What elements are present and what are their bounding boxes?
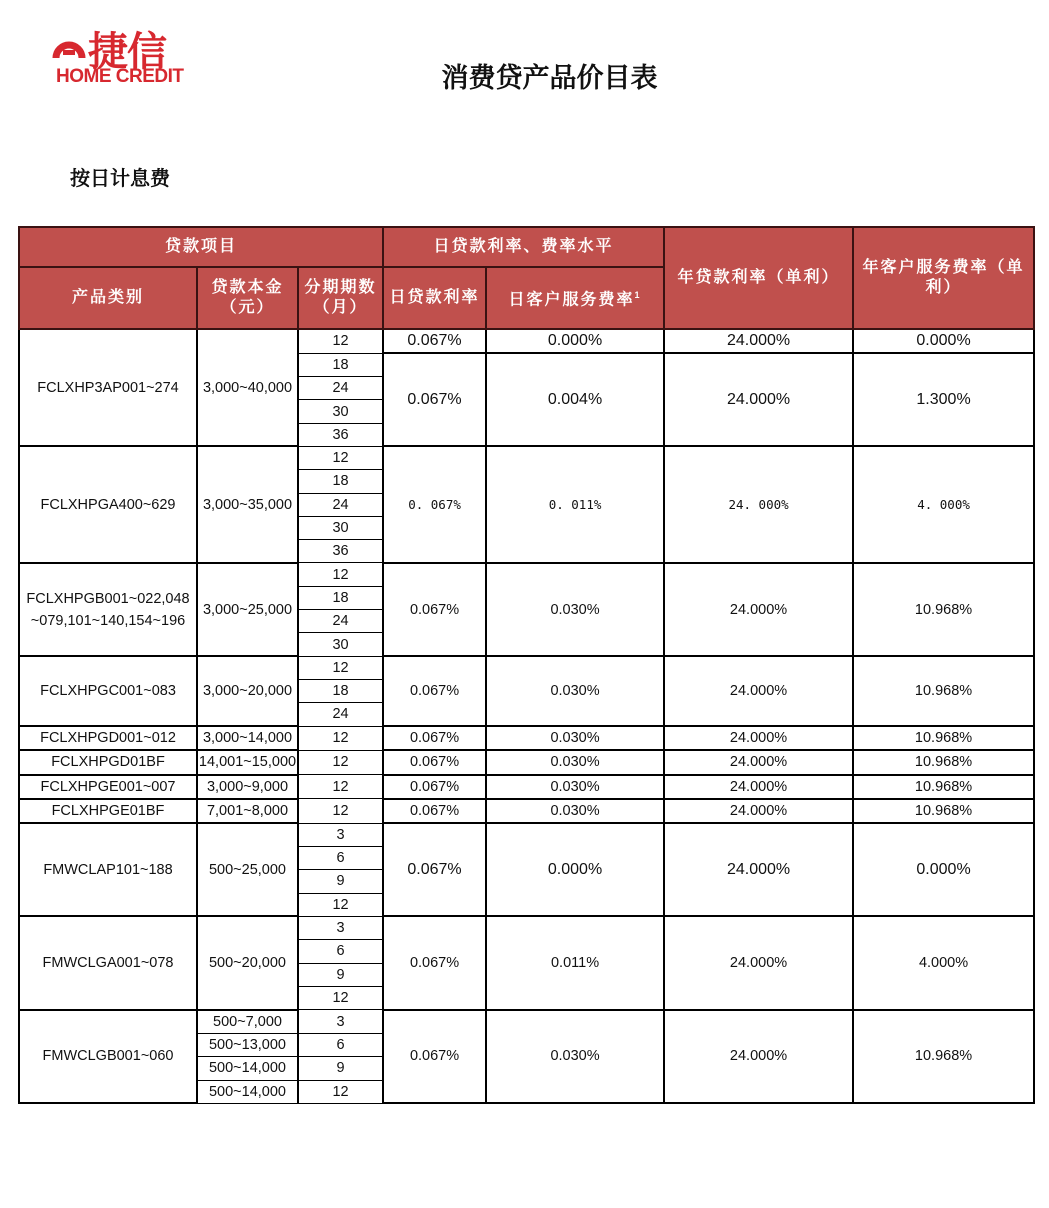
daily-rate-cell: 0.067%: [383, 726, 486, 750]
product-cell: FCLXHPGD01BF: [19, 750, 197, 774]
term-cell: 24: [298, 493, 383, 516]
annual-rate-cell: 24.000%: [664, 329, 853, 353]
daily-rate-cell: 0.067%: [383, 1010, 486, 1104]
term-cell: 12: [298, 750, 383, 774]
term-cell: 12: [298, 1080, 383, 1103]
price-table: [18, 226, 1035, 1104]
daily-fee-cell: 0.030%: [486, 1010, 664, 1104]
term-cell: 12: [298, 986, 383, 1009]
term-cell: 9: [298, 1057, 383, 1080]
term-cell: 12: [298, 726, 383, 750]
term-cell: 24: [298, 703, 383, 726]
logo-chinese-text: 捷信: [88, 30, 166, 74]
principal-cell: 3,000~25,000: [197, 563, 298, 656]
product-cell: FMWCLGA001~078: [19, 916, 197, 1009]
principal-cell: 7,001~8,000: [197, 799, 298, 823]
annual-fee-cell: 4.000%: [853, 916, 1034, 1009]
daily-rate-cell: 0.067%: [383, 916, 486, 1009]
term-cell: 24: [298, 610, 383, 633]
table-row: [19, 750, 1034, 774]
term-cell: 30: [298, 633, 383, 656]
daily-rate-cell: 0.067%: [383, 823, 486, 916]
footnote-marker: 1: [634, 290, 642, 301]
product-cell: FCLXHPGA400~629: [19, 446, 197, 562]
daily-fee-cell: 0.000%: [486, 823, 664, 916]
principal-cell: 3,000~9,000: [197, 775, 298, 799]
daily-rate-cell: 0.067%: [383, 329, 486, 353]
term-cell: 9: [298, 963, 383, 986]
annual-rate-cell: 24.000%: [664, 563, 853, 656]
annual-rate-cell: 24.000%: [664, 726, 853, 750]
principal-cell: 500~13,000: [197, 1033, 298, 1056]
term-cell: 9: [298, 870, 383, 893]
term-cell: 12: [298, 329, 383, 353]
header-loan-item: 贷款项目: [19, 227, 383, 267]
term-cell: 3: [298, 1010, 383, 1034]
annual-fee-cell: 10.968%: [853, 799, 1034, 823]
product-cell: FCLXHPGE001~007: [19, 775, 197, 799]
product-cell: FCLXHPGC001~083: [19, 656, 197, 726]
term-cell: 12: [298, 446, 383, 469]
daily-fee-cell: 0.030%: [486, 726, 664, 750]
table-row: [19, 823, 1034, 846]
header-daily-rates: 日贷款利率、费率水平: [383, 227, 664, 267]
principal-cell: 3,000~35,000: [197, 446, 298, 562]
principal-cell: 500~14,000: [197, 1057, 298, 1080]
term-cell: 30: [298, 400, 383, 423]
term-cell: 12: [298, 563, 383, 586]
daily-fee-cell: 0.011%: [486, 916, 664, 1009]
table-row: [19, 446, 1034, 469]
header-daily-fee-label: 日客户服务费率: [508, 291, 635, 309]
annual-fee-cell: 1.300%: [853, 353, 1034, 446]
product-cell: FCLXHPGD001~012: [19, 726, 197, 750]
annual-rate-cell: 24.000%: [664, 750, 853, 774]
product-cell: FMWCLGB001~060: [19, 1010, 197, 1104]
header-annual-fee: 年客户服务费率（单利）: [853, 227, 1034, 329]
term-cell: 12: [298, 893, 383, 916]
annual-rate-cell: 24.000%: [664, 916, 853, 1009]
table-row: [19, 916, 1034, 939]
annual-rate-cell: 24.000%: [664, 1010, 853, 1104]
term-cell: 18: [298, 353, 383, 376]
section-subtitle: 按日计息费: [70, 168, 170, 190]
header-product: 产品类别: [19, 267, 197, 329]
daily-fee-cell: 0.030%: [486, 656, 664, 726]
annual-fee-cell: 4. 000%: [853, 446, 1034, 562]
principal-cell: 500~7,000: [197, 1010, 298, 1034]
term-cell: 24: [298, 377, 383, 400]
annual-fee-cell: 10.968%: [853, 750, 1034, 774]
daily-rate-cell: 0.067%: [383, 563, 486, 656]
header-annual-rate: 年贷款利率（单利）: [664, 227, 853, 329]
term-cell: 3: [298, 916, 383, 939]
header-term: 分期期数（月）: [298, 267, 383, 329]
annual-rate-cell: 24.000%: [664, 775, 853, 799]
term-cell: 18: [298, 586, 383, 609]
product-cell: FMWCLAP101~188: [19, 823, 197, 916]
term-cell: 36: [298, 423, 383, 446]
annual-rate-cell: 24.000%: [664, 656, 853, 726]
annual-rate-cell: 24.000%: [664, 823, 853, 916]
table-row: [19, 563, 1034, 586]
term-cell: 6: [298, 1033, 383, 1056]
header-daily-rate: 日贷款利率: [383, 267, 486, 329]
table-row: [19, 775, 1034, 799]
logo-english-text: HOME CREDIT: [56, 66, 184, 87]
table-row: [19, 1010, 1034, 1034]
daily-rate-cell: 0.067%: [383, 750, 486, 774]
term-cell: 6: [298, 940, 383, 963]
daily-fee-cell: 0.030%: [486, 750, 664, 774]
table-body: [19, 329, 1034, 1103]
daily-fee-cell: 0.004%: [486, 353, 664, 446]
term-cell: 18: [298, 470, 383, 493]
daily-fee-cell: 0.030%: [486, 775, 664, 799]
daily-fee-cell: 0.030%: [486, 563, 664, 656]
principal-cell: 3,000~40,000: [197, 329, 298, 446]
table-row: [19, 799, 1034, 823]
term-cell: 30: [298, 516, 383, 539]
term-cell: 12: [298, 775, 383, 799]
annual-fee-cell: 10.968%: [853, 726, 1034, 750]
principal-cell: 500~20,000: [197, 916, 298, 1009]
daily-rate-cell: 0. 067%: [383, 446, 486, 562]
annual-rate-cell: 24.000%: [664, 353, 853, 446]
daily-rate-cell: 0.067%: [383, 353, 486, 446]
daily-rate-cell: 0.067%: [383, 656, 486, 726]
product-cell: FCLXHPGE01BF: [19, 799, 197, 823]
principal-cell: 14,001~15,000: [197, 750, 298, 774]
term-cell: 12: [298, 799, 383, 823]
annual-fee-cell: 10.968%: [853, 775, 1034, 799]
annual-fee-cell: 10.968%: [853, 563, 1034, 656]
table-row: [19, 329, 1034, 353]
annual-fee-cell: 10.968%: [853, 656, 1034, 726]
term-cell: 36: [298, 540, 383, 563]
annual-fee-cell: 0.000%: [853, 329, 1034, 353]
table-row: [19, 656, 1034, 679]
term-cell: 6: [298, 847, 383, 870]
annual-rate-cell: 24. 000%: [664, 446, 853, 562]
term-cell: 18: [298, 679, 383, 702]
term-cell: 3: [298, 823, 383, 846]
daily-fee-cell: 0.000%: [486, 329, 664, 353]
product-cell: FCLXHP3AP001~274: [19, 329, 197, 446]
product-cell: FCLXHPGB001~022,048 ~079,101~140,154~196: [19, 563, 197, 656]
page-title: 消费贷产品价目表: [441, 63, 658, 93]
header-daily-fee: [486, 267, 664, 329]
table-row: [19, 726, 1034, 750]
principal-cell: 500~14,000: [197, 1080, 298, 1103]
principal-cell: 500~25,000: [197, 823, 298, 916]
daily-fee-cell: 0.030%: [486, 799, 664, 823]
principal-cell: 3,000~14,000: [197, 726, 298, 750]
header-principal: 贷款本金（元）: [197, 267, 298, 329]
principal-cell: 3,000~20,000: [197, 656, 298, 726]
daily-fee-cell: 0. 011%: [486, 446, 664, 562]
annual-fee-cell: 10.968%: [853, 1010, 1034, 1104]
annual-fee-cell: 0.000%: [853, 823, 1034, 916]
daily-rate-cell: 0.067%: [383, 799, 486, 823]
daily-rate-cell: 0.067%: [383, 775, 486, 799]
annual-rate-cell: 24.000%: [664, 799, 853, 823]
term-cell: 12: [298, 656, 383, 679]
